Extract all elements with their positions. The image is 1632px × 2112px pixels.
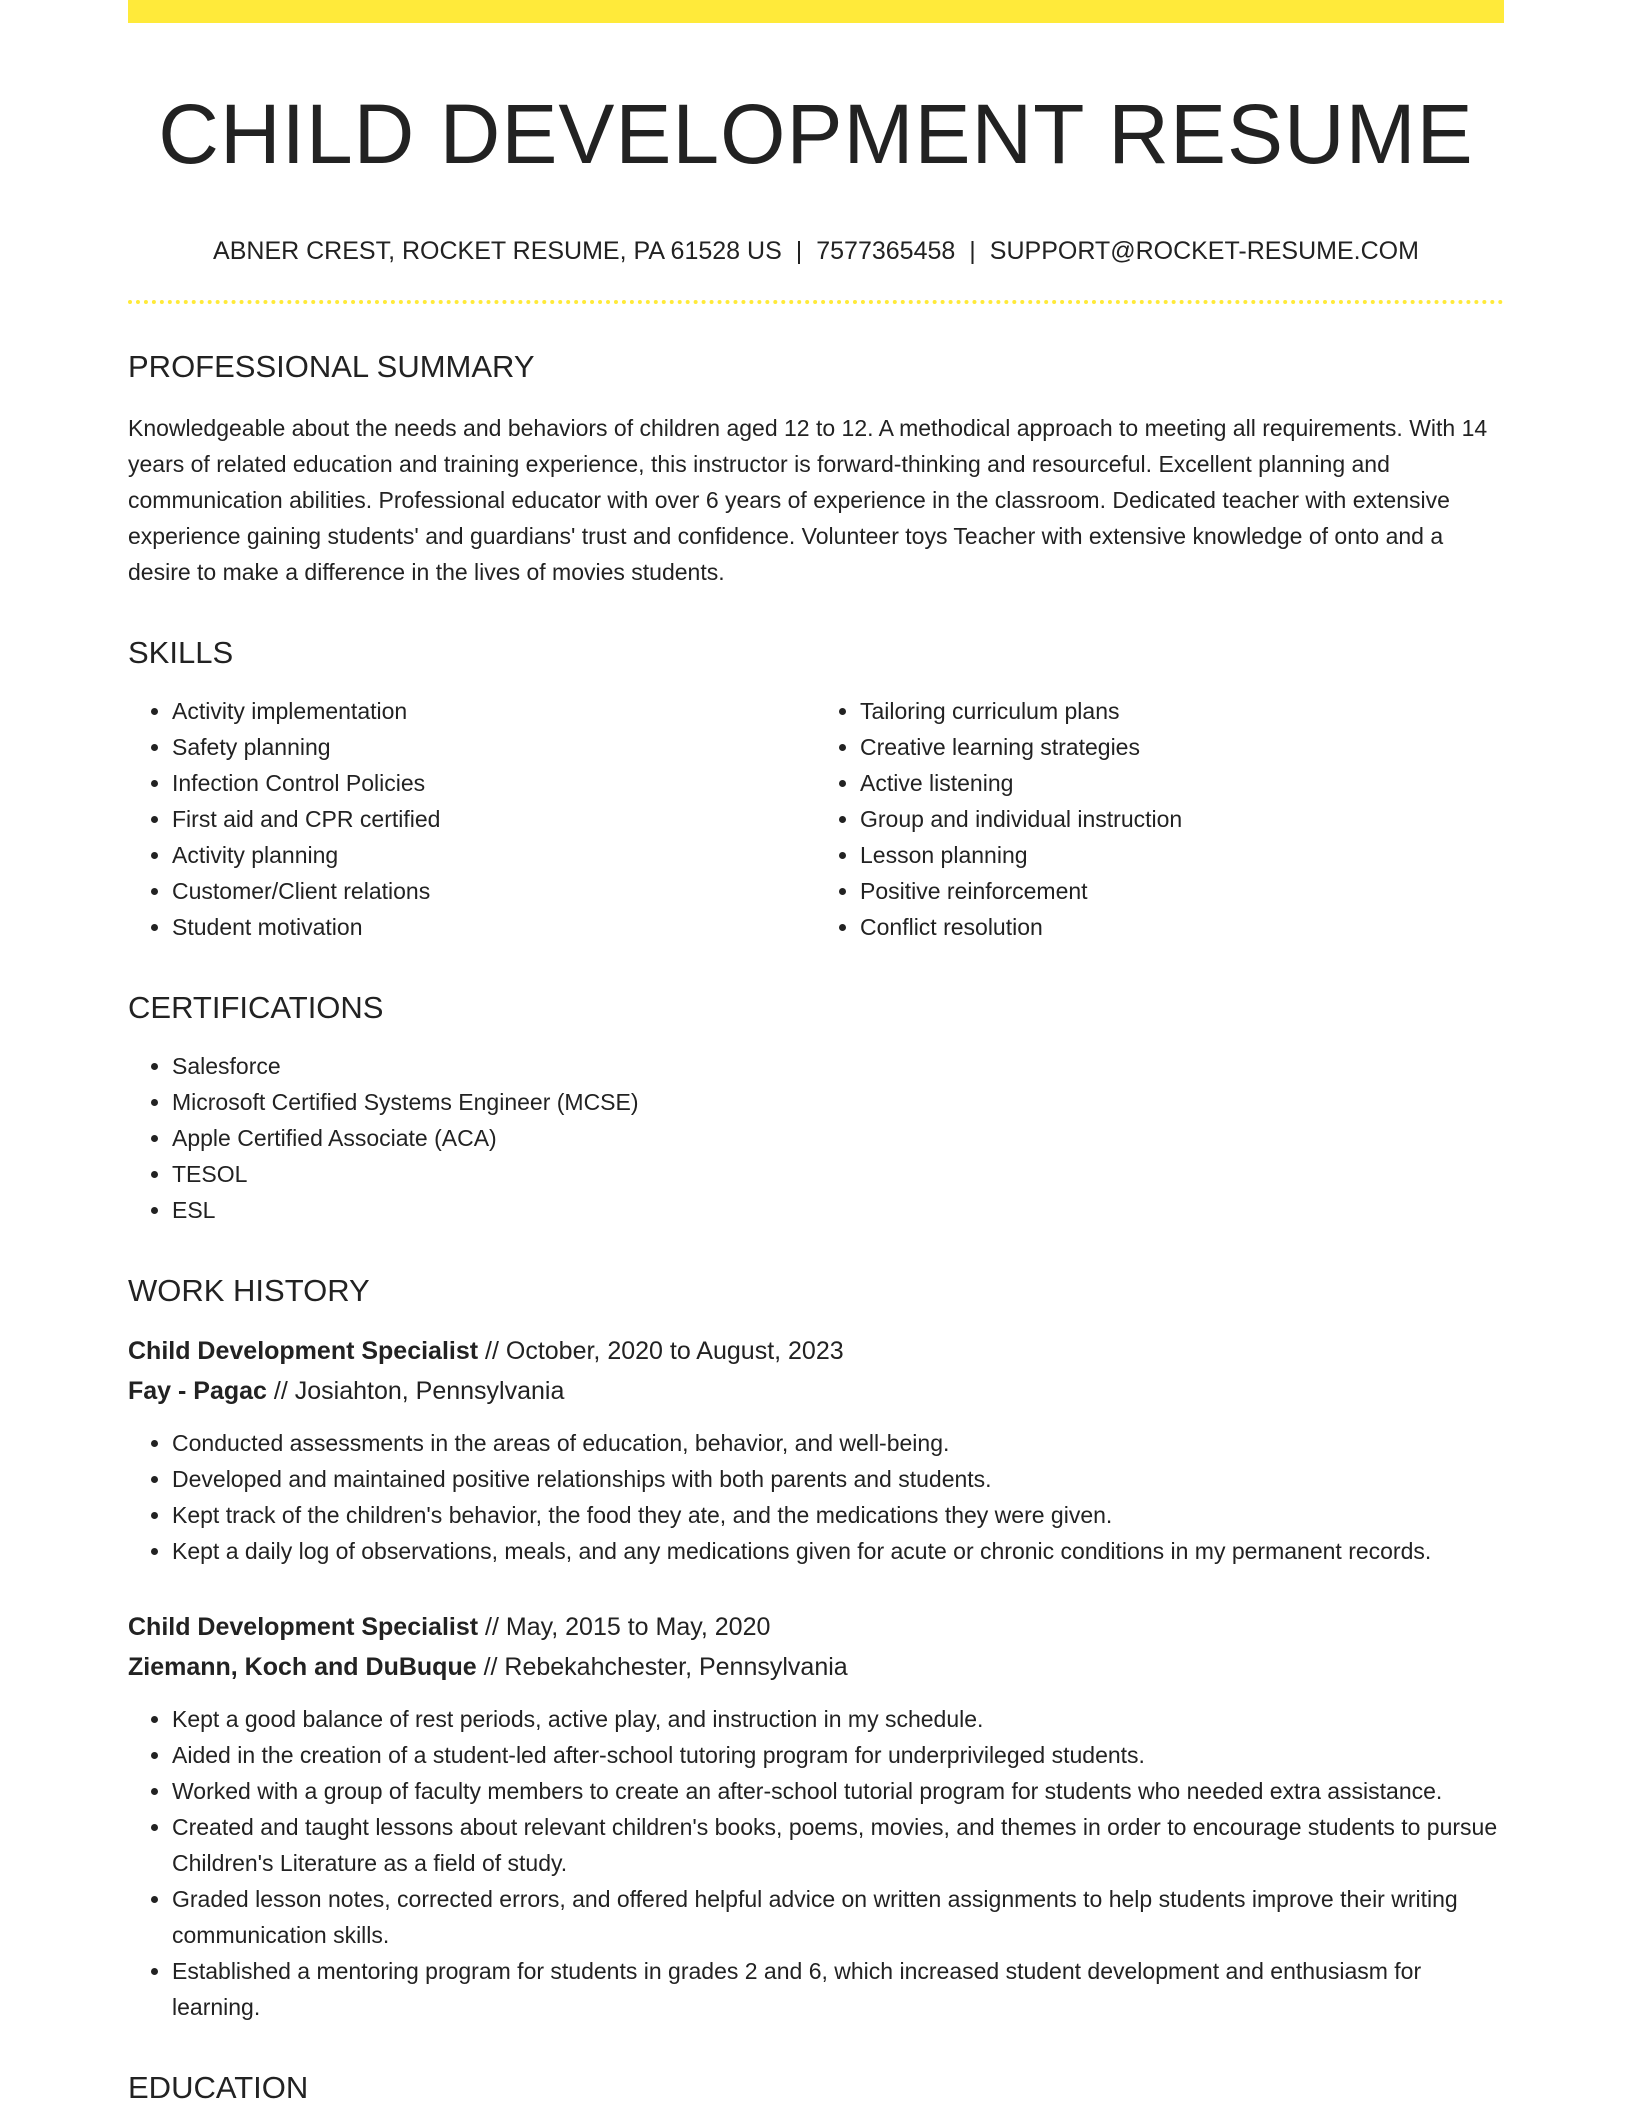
skill-item: • Active listening (860, 765, 1504, 801)
job-duty-item: • Graded lesson notes, corrected errors, and offered helpful advice on written assignments to help students improve their writing communication skills. (172, 1881, 1504, 1953)
summary-section (128, 348, 1504, 589)
job-role: Child Development Specialist (128, 1613, 479, 1642)
skill-item: • Creative learning strategies (860, 729, 1504, 765)
job-duty-item: • Conducted assessments in the areas of education, behavior, and well-being. (172, 1425, 1504, 1461)
job-duties-list (128, 1425, 1504, 1569)
resume-title: CHILD DEVELOPMENT RESUME (158, 87, 1474, 181)
skill-item: • Student motivation (172, 909, 816, 945)
certification-item: • ESL (172, 1192, 1504, 1228)
job-duty-item: • Aided in the creation of a student-led after-school tutoring program for underprivileged students. (172, 1737, 1504, 1773)
job-location: // Rebekahchester, Pennsylvania (483, 1653, 848, 1682)
work-history-section (128, 1272, 1504, 2025)
job-title-line (128, 1607, 1504, 1647)
jobs-container (128, 1331, 1504, 2025)
skill-item: • First aid and CPR certified (172, 801, 816, 837)
certification-item: • TESOL (172, 1156, 1504, 1192)
skill-item: • Activity implementation (172, 693, 816, 729)
summary-text: Knowledgeable about the needs and behaviors of children aged 12 to 12. A methodical approach to meeting all requirements. With 14 years of related education and training experience, this instructor is forward-thinking and resourceful. Excellent planning and communication abilities. Professional educator with over 6 years of experience in the classroom. Dedicated teacher with extensive experience gaining students' and guardians' trust and confidence. Volunteer toys Teacher with extensive knowledge of onto and a desire to make a difference in the lives of movies students. (128, 414, 1488, 585)
section-title-certifications: CERTIFICATIONS (128, 989, 384, 1025)
job-role: Child Development Specialist (128, 1337, 479, 1366)
contact-address: ABNER CREST, ROCKET RESUME, PA 61528 US (213, 237, 782, 266)
contact-separator: | (969, 237, 976, 266)
section-title-education: EDUCATION (128, 2070, 309, 2106)
job-duty-item: • Kept track of the children's behavior, the food they ate, and the medications they were given. (172, 1497, 1504, 1533)
job-company-line (128, 1647, 1504, 1687)
contact-email: SUPPORT@ROCKET-RESUME.COM (989, 237, 1419, 266)
job-title-line (128, 1331, 1504, 1371)
section-title-summary: PROFESSIONAL SUMMARY (128, 349, 535, 385)
skill-item: • Infection Control Policies (172, 765, 816, 801)
job-duty-item: • Kept a good balance of rest periods, active play, and instruction in my schedule. (172, 1701, 1504, 1737)
certification-item: • Apple Certified Associate (ACA) (172, 1120, 1504, 1156)
job-duty-item: • Kept a daily log of observations, meals, and any medications given for acute or chronic conditions in my permanent records. (172, 1533, 1504, 1569)
job-dates: // May, 2015 to May, 2020 (485, 1613, 771, 1642)
job-entry (128, 1607, 1504, 2025)
skill-item: • Activity planning (172, 837, 816, 873)
job-company: Fay - Pagac (128, 1377, 267, 1406)
skill-item: • Group and individual instruction (860, 801, 1504, 837)
skill-item: • Customer/Client relations (172, 873, 816, 909)
certifications-section (128, 989, 1504, 1228)
job-location: // Josiahton, Pennsylvania (273, 1377, 565, 1406)
skill-item: • Tailoring curriculum plans (860, 693, 1504, 729)
job-entry (128, 1331, 1504, 1569)
skill-item: • Conflict resolution (860, 909, 1504, 945)
contact-separator: | (795, 237, 803, 266)
job-duty-item: • Created and taught lessons about relevant children's books, poems, movies, and themes in order to encourage students to pursue Children's Literature as a field of study. (172, 1809, 1504, 1881)
section-title-work-history: WORK HISTORY (128, 1272, 370, 1308)
skill-item: • Lesson planning (860, 837, 1504, 873)
job-duty-item: • Worked with a group of faculty members to create an after-school tutorial program for students who needed extra assistance. (172, 1773, 1504, 1809)
header-divider (128, 300, 1504, 304)
skills-section (128, 634, 1504, 945)
job-duty-item: • Established a mentoring program for students in grades 2 and 6, which increased student development and enthusiasm for learning. (172, 1953, 1504, 2025)
contact-phone: 7577365458 (816, 237, 956, 266)
job-company-line (128, 1371, 1504, 1411)
resume-page (128, 0, 1504, 2106)
job-company: Ziemann, Koch and DuBuque (128, 1653, 477, 1682)
certification-item: • Microsoft Certified Systems Engineer (MCSE) (172, 1084, 1504, 1120)
section-title-skills: SKILLS (128, 634, 234, 670)
skill-item: • Safety planning (172, 729, 816, 765)
top-accent-bar (128, 0, 1504, 23)
job-duties-list (128, 1701, 1504, 2025)
certifications-list (128, 1048, 1504, 1228)
skills-grid (128, 693, 1504, 945)
job-dates: // October, 2020 to August, 2023 (485, 1337, 844, 1366)
skill-item: • Positive reinforcement (860, 873, 1504, 909)
skills-list-left (128, 693, 816, 945)
skills-list-right (816, 693, 1504, 945)
job-duty-item: • Developed and maintained positive relationships with both parents and students. (172, 1461, 1504, 1497)
certification-item: • Salesforce (172, 1048, 1504, 1084)
education-section (128, 2069, 1504, 2106)
contact-line (128, 236, 1504, 266)
